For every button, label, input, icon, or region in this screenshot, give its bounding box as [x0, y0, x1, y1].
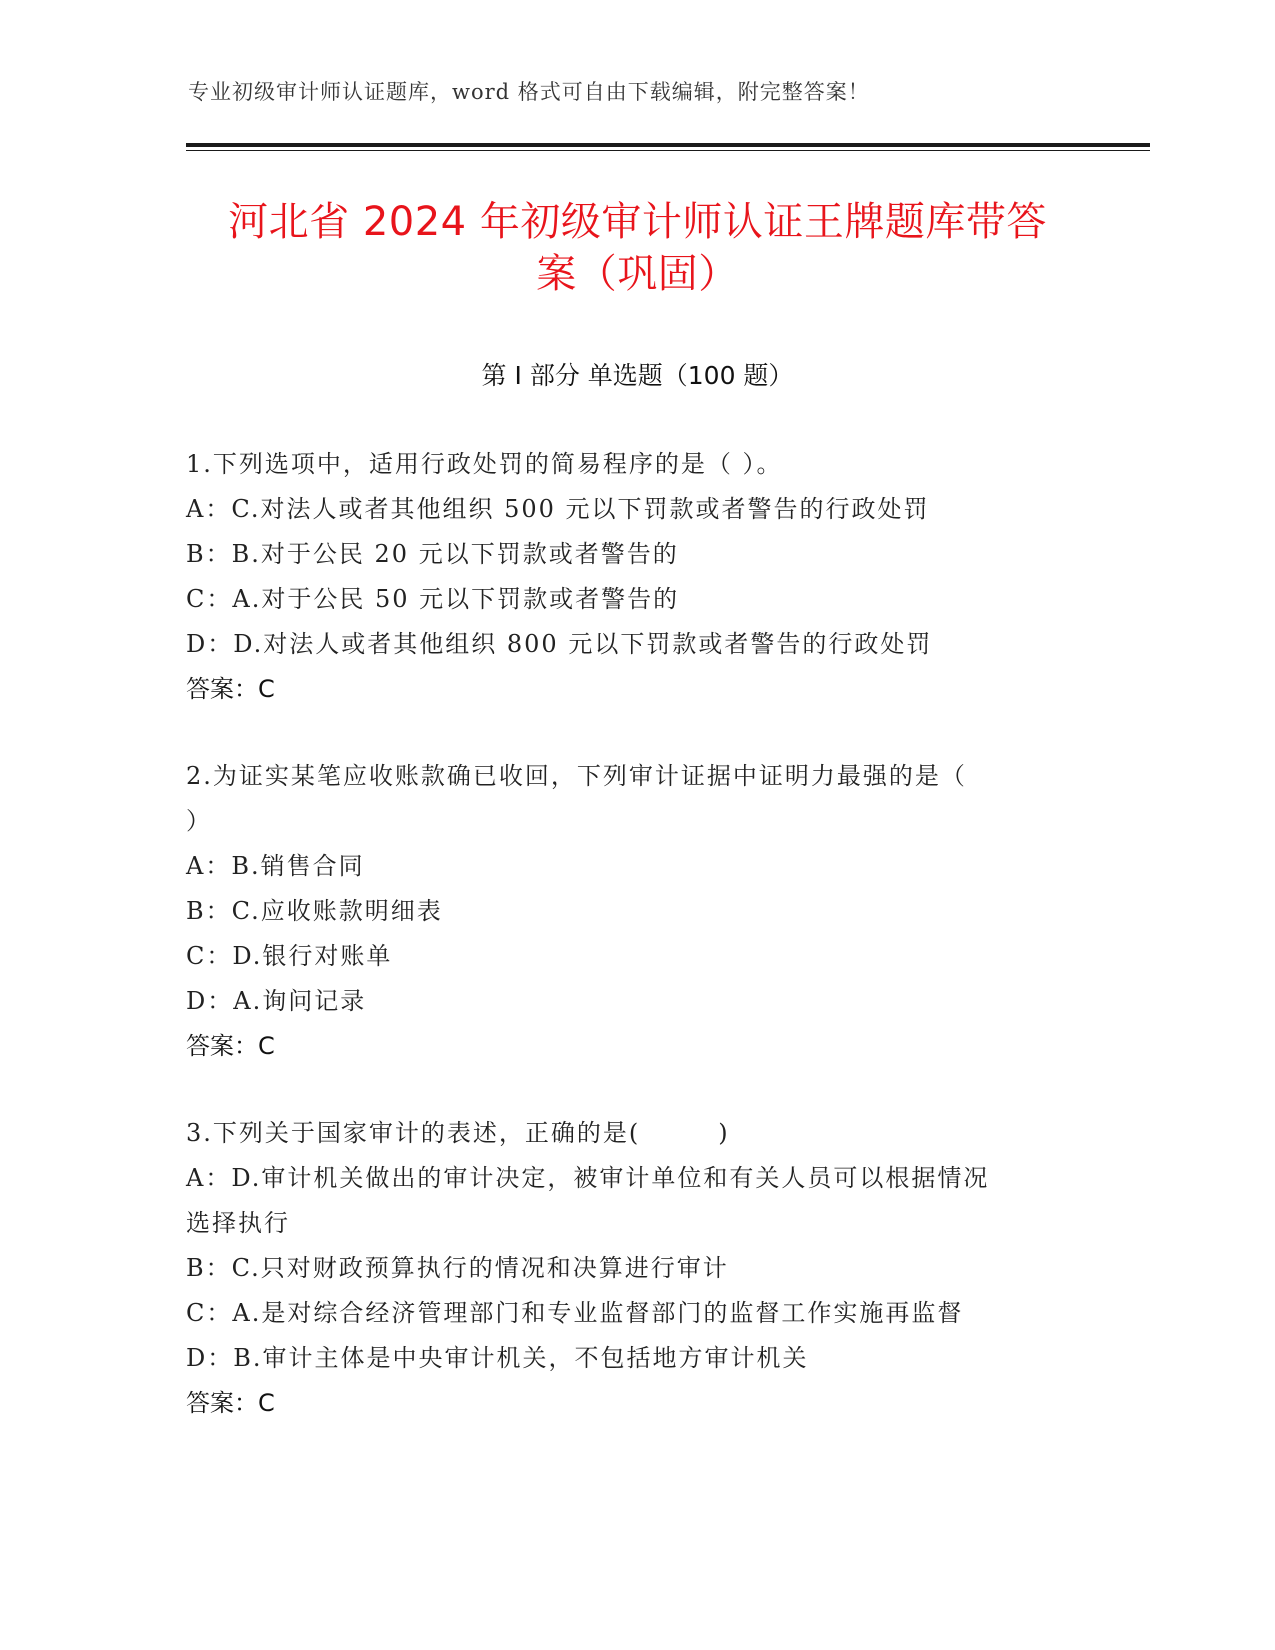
- document-title-line-1: 河北省 2024 年初级审计师认证王牌题库带答: [228, 199, 1047, 245]
- question-stem: 2.为证实某笔应收账款确已收回，下列审计证据中证明力最强的是（: [186, 762, 967, 790]
- option-a: A：D.审计机关做出的审计决定，被审计单位和有关人员可以根据情况: [186, 1164, 990, 1192]
- answer: 答案：C: [186, 1389, 275, 1417]
- option-b: B：C.应收账款明细表: [186, 897, 443, 925]
- document-title-line-2: 案（巩固）: [536, 251, 739, 297]
- header-rule-thick: [186, 143, 1150, 147]
- question-2: [186, 754, 1086, 1069]
- question-list: [186, 442, 1086, 1468]
- question-stem-continued: ）: [186, 807, 212, 835]
- header-rule-thin: [186, 150, 1150, 151]
- option-d: D：D.对法人或者其他组织 800 元以下罚款或者警告的行政处罚: [186, 630, 933, 658]
- option-d: D：A.询问记录: [186, 987, 367, 1015]
- option-b: B：C.只对财政预算执行的情况和决算进行审计: [186, 1254, 729, 1282]
- answer: 答案：C: [186, 1032, 275, 1060]
- option-c: C：D.银行对账单: [186, 942, 393, 970]
- option-a: A：B.销售合同: [186, 852, 365, 880]
- question-1: [186, 442, 1086, 712]
- document-title: [160, 196, 1115, 300]
- question-stem: 3.下列关于国家审计的表述，正确的是( ): [186, 1119, 730, 1147]
- option-a: A：C.对法人或者其他组织 500 元以下罚款或者警告的行政处罚: [186, 495, 930, 523]
- option-d: D：B.审计主体是中央审计机关，不包括地方审计机关: [186, 1344, 809, 1372]
- option-b: B：B.对于公民 20 元以下罚款或者警告的: [186, 540, 679, 568]
- header-note: 专业初级审计师认证题库，word 格式可自由下载编辑，附完整答案！: [188, 80, 870, 104]
- option-c: C：A.是对综合经济管理部门和专业监督部门的监督工作实施再监督: [186, 1299, 964, 1327]
- answer: 答案：C: [186, 675, 275, 703]
- section-heading: 第 I 部分 单选题（100 题）: [481, 361, 794, 390]
- question-3: [186, 1111, 1086, 1426]
- option-a-continued: 选择执行: [186, 1209, 290, 1237]
- question-stem: 1.下列选项中，适用行政处罚的简易程序的是（ ）。: [186, 450, 783, 478]
- option-c: C：A.对于公民 50 元以下罚款或者警告的: [186, 585, 680, 613]
